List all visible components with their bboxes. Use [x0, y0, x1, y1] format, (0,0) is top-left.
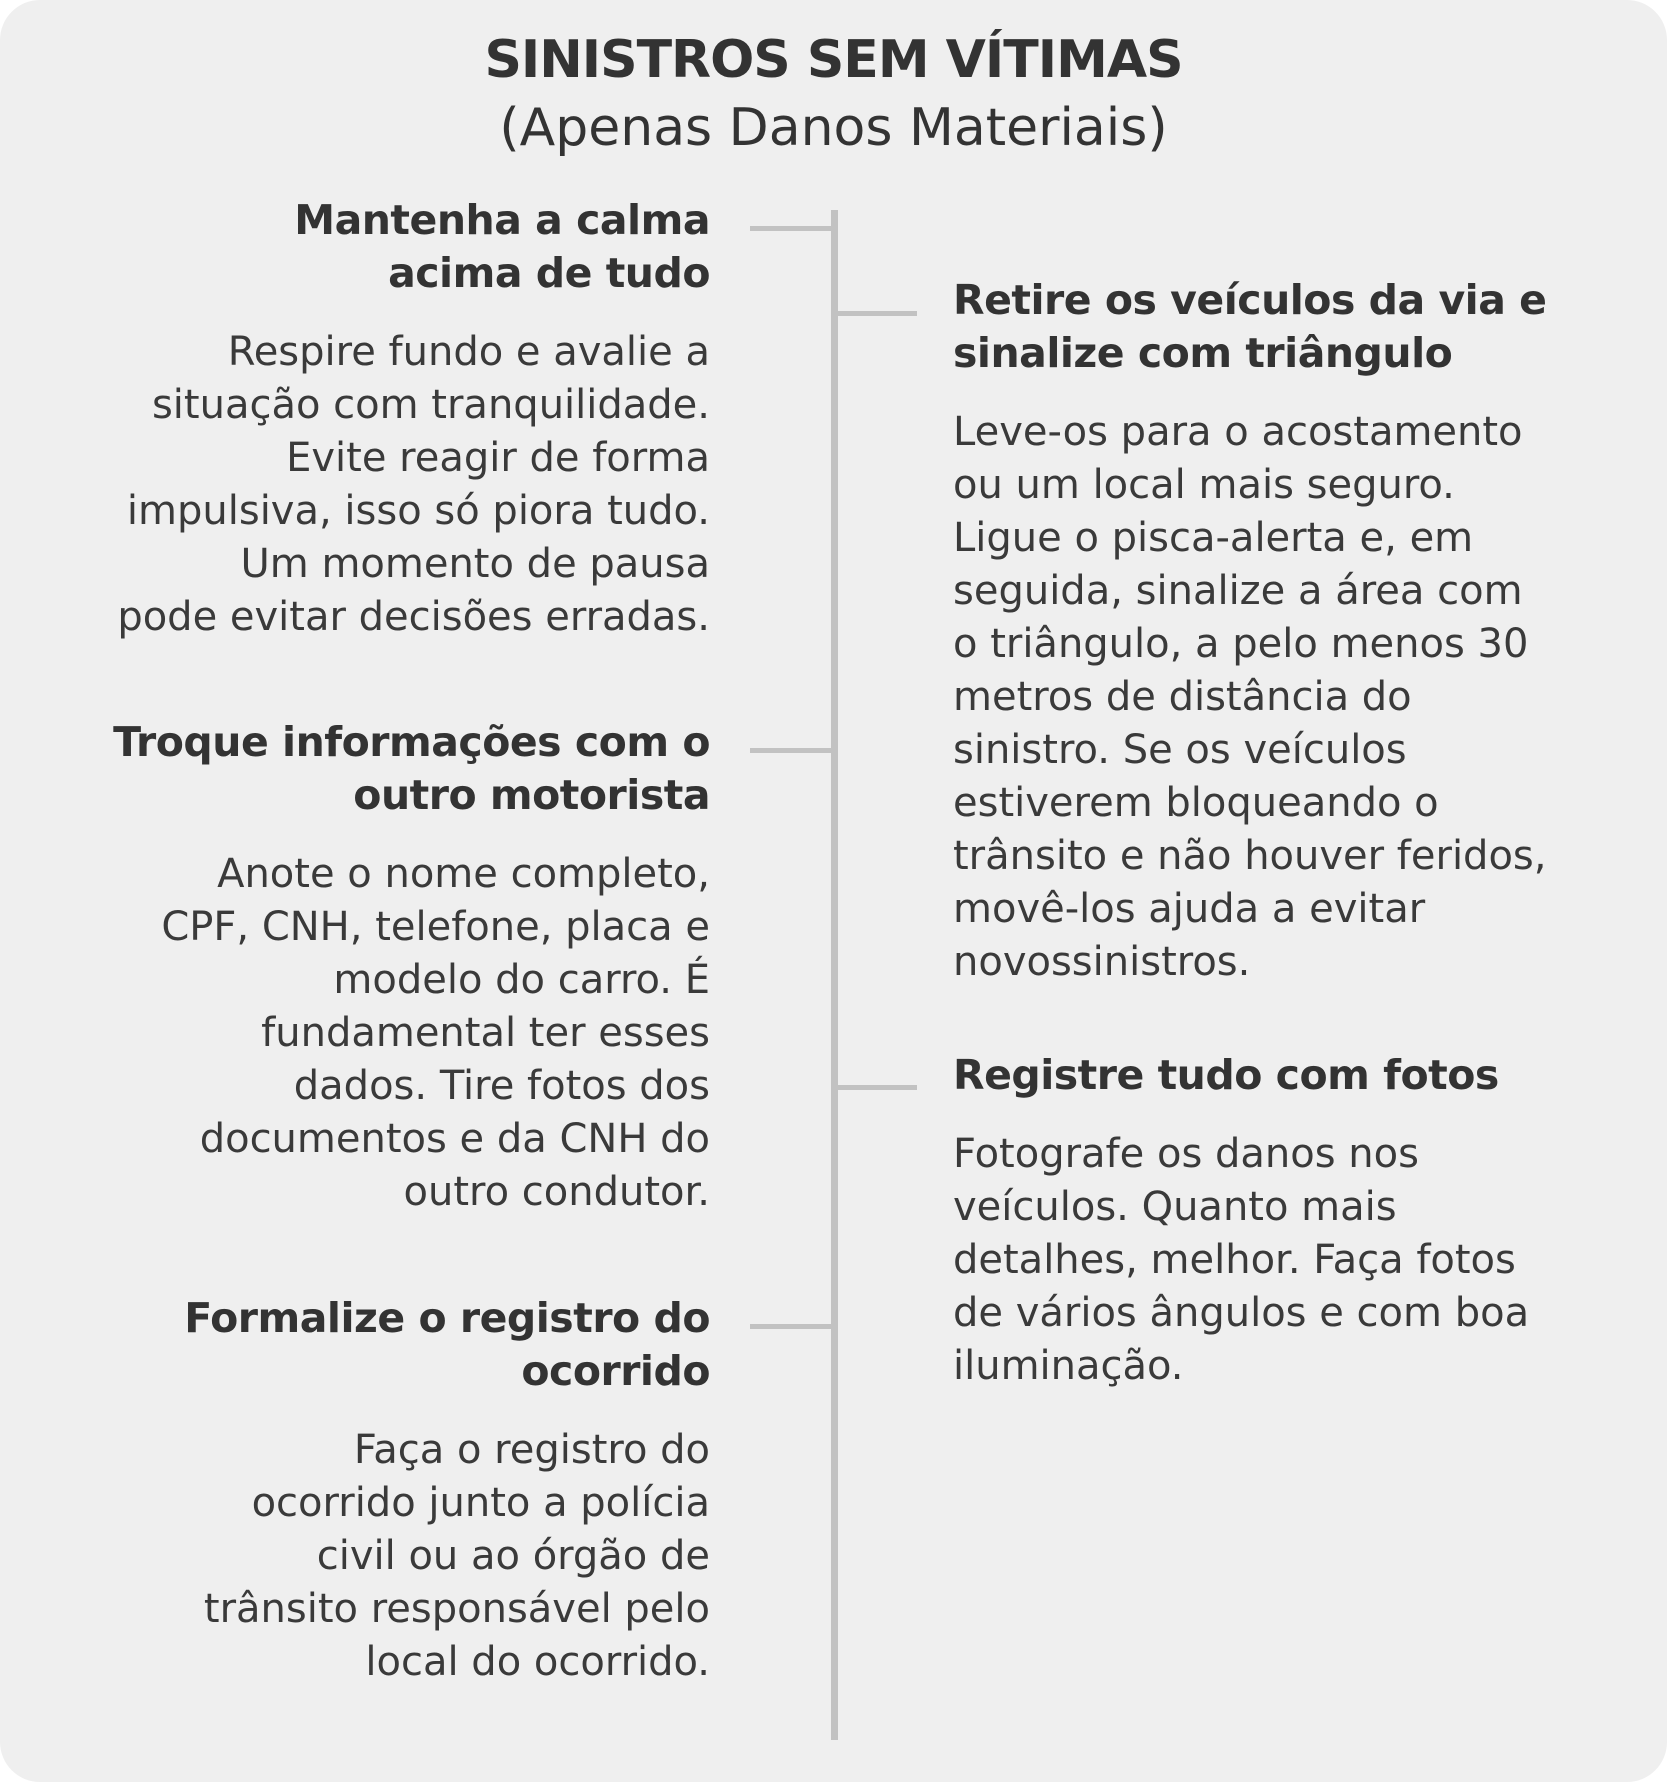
- step-text-line: pode evitar decisões erradas.: [117, 594, 710, 640]
- step-text-line: Faça o registro do: [353, 1427, 710, 1473]
- step-text-line: outro condutor.: [403, 1169, 710, 1215]
- step-text-line: detalhes, melhor. Faça fotos: [953, 1237, 1516, 1283]
- step-text-line: veículos. Quanto mais: [953, 1184, 1397, 1230]
- step-title-line: Registre tudo com fotos: [953, 1051, 1499, 1099]
- connector-right-2: [836, 1085, 917, 1090]
- step-title-line: Formalize o registro do: [184, 1294, 710, 1342]
- step-text-line: ou um local mais seguro.: [953, 462, 1455, 508]
- timeline-spine: [831, 210, 838, 1740]
- step-title-line: acima de tudo: [388, 249, 710, 297]
- step-text-line: novossinistros.: [953, 939, 1251, 985]
- step-exchange-info: [30, 716, 710, 1219]
- step-description: [953, 1128, 1653, 1393]
- step-take-photos: [953, 1049, 1653, 1393]
- step-text-line: de vários ângulos e com boa: [953, 1290, 1530, 1336]
- step-calm: [30, 194, 710, 644]
- step-description: [30, 326, 710, 644]
- step-text-line: Leve-os para o acostamento: [953, 409, 1523, 455]
- step-title-line: Mantenha a calma: [294, 196, 710, 244]
- step-title: [30, 716, 710, 822]
- step-text-line: impulsiva, isso só piora tudo.: [126, 488, 710, 534]
- step-text-line: fundamental ter esses: [261, 1010, 710, 1056]
- step-title: [953, 1049, 1653, 1102]
- step-description: [953, 406, 1653, 989]
- step-text-line: metros de distância do: [953, 674, 1412, 720]
- step-title-line: sinalize com triângulo: [953, 329, 1453, 377]
- page-subtitle: (Apenas Danos Materiais): [499, 98, 1168, 158]
- step-text-line: Fotografe os danos nos: [953, 1131, 1419, 1177]
- step-text-line: sinistro. Se os veículos: [953, 727, 1407, 773]
- step-text-line: dados. Tire fotos dos: [293, 1063, 710, 1109]
- step-text-line: o triângulo, a pelo menos 30: [953, 621, 1529, 667]
- step-title-line: Troque informações com o: [113, 718, 710, 766]
- step-title-line: Retire os veículos da via e: [953, 276, 1547, 324]
- step-text-line: situação com tranquilidade.: [151, 382, 710, 428]
- step-text-line: trânsito responsável pelo: [203, 1586, 710, 1632]
- step-title: [30, 194, 710, 300]
- step-remove-vehicles: [953, 274, 1653, 989]
- step-title: [953, 274, 1653, 380]
- step-text-line: CPF, CNH, telefone, placa e: [161, 904, 710, 950]
- step-text-line: documentos e da CNH do: [199, 1116, 710, 1162]
- connector-left-1: [750, 226, 833, 231]
- step-text-line: seguida, sinalize a área com: [953, 568, 1523, 614]
- step-text-line: movê-los ajuda a evitar: [953, 886, 1426, 932]
- step-text-line: civil ou ao órgão de: [316, 1533, 710, 1579]
- step-description: [30, 848, 710, 1219]
- connector-left-2: [750, 748, 833, 753]
- connector-right-1: [836, 311, 917, 316]
- step-text-line: Ligue o pisca-alerta e, em: [953, 515, 1474, 561]
- step-text-line: modelo do carro. É: [333, 957, 710, 1003]
- step-text-line: iluminação.: [953, 1343, 1184, 1389]
- step-text-line: Evite reagir de forma: [286, 435, 710, 481]
- step-title: [30, 1292, 710, 1398]
- step-text-line: trânsito e não houver feridos,: [953, 833, 1547, 879]
- page-title: SINISTROS SEM VÍTIMAS: [484, 30, 1183, 90]
- step-formal-report: [30, 1292, 710, 1689]
- step-text-line: local do ocorrido.: [365, 1639, 710, 1685]
- step-text-line: estiverem bloqueando o: [953, 780, 1439, 826]
- step-text-line: Um momento de pausa: [240, 541, 710, 587]
- step-text-line: Anote o nome completo,: [217, 851, 710, 897]
- step-title-line: outro motorista: [353, 771, 710, 819]
- connector-left-3: [750, 1324, 833, 1329]
- step-title-line: ocorrido: [521, 1347, 710, 1395]
- step-text-line: ocorrido junto a polícia: [251, 1480, 710, 1526]
- step-description: [30, 1424, 710, 1689]
- step-text-line: Respire fundo e avalie a: [227, 329, 710, 375]
